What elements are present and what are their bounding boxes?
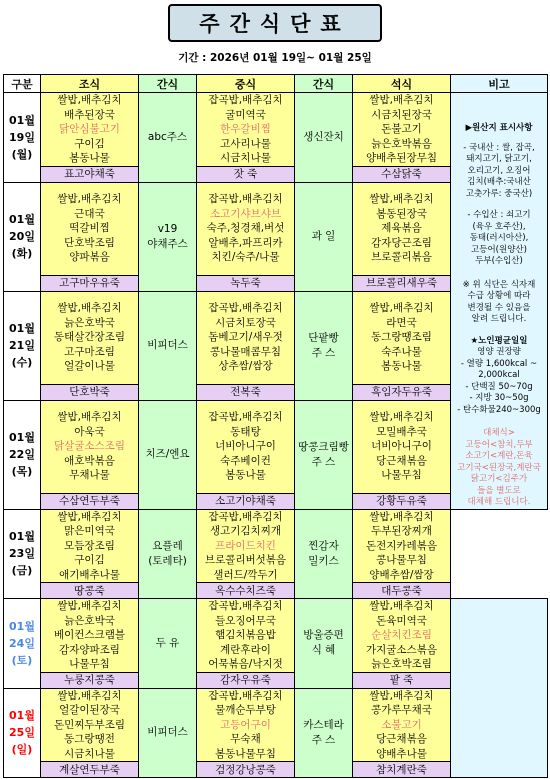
day-label	[4, 291, 41, 400]
menu-item: 동태살간장조림	[53, 331, 125, 344]
menu-item: 돈육미역국	[376, 614, 427, 627]
lunch-cell	[197, 599, 295, 673]
menu-item: 양파볶음	[69, 251, 110, 264]
menu-item: 두부된장찌개	[371, 525, 432, 537]
menu-item: 쌀밥,배추김치	[369, 510, 434, 523]
menu-item: 닭안심불고기	[59, 123, 120, 135]
menu-item: 쌀밥,배추김치	[57, 302, 122, 315]
breakfast-cell	[41, 291, 139, 384]
snack1-cell	[139, 400, 197, 509]
menu-item: 어묵볶음/낙지젓	[208, 658, 283, 670]
menu-item: 물깨순두부탕	[215, 704, 276, 716]
dinner-soup: 브로콜리새우죽	[353, 275, 451, 291]
breakfast-soup: 땅콩죽	[41, 583, 139, 599]
menu-item: 쌀밥,배추김치	[57, 94, 122, 106]
lunch-soup: 전복죽	[197, 384, 295, 400]
breakfast-cell	[41, 688, 139, 762]
menu-item: 쌀밥,배추김치	[369, 94, 434, 106]
day-label-line: (일)	[11, 743, 33, 757]
menu-item: 맑은미역국	[64, 525, 115, 537]
lunch-soup: 옥수수치즈죽	[197, 583, 295, 599]
note-cell-empty	[451, 599, 548, 778]
substitute-line: 소고기<계란,돈육	[465, 451, 533, 461]
menu-item: 양배추쌈/쌈장	[369, 568, 434, 581]
menu-item: 계란후라이	[220, 643, 271, 656]
header-row	[4, 75, 548, 93]
dinner-cell	[353, 599, 451, 673]
day-label-line: (화)	[11, 247, 33, 260]
day-label	[4, 688, 41, 778]
dinner-cell	[353, 509, 451, 583]
lunch-cell	[197, 291, 295, 384]
day-label-line: 25일	[9, 726, 35, 740]
menu-item: 봄동나물	[381, 360, 422, 373]
menu-item: 콩나물매콤무침	[209, 345, 281, 358]
header-note: 비고	[451, 75, 548, 93]
snack-item: 식 혜	[311, 644, 336, 657]
substitute-line: 들을 별도로	[477, 485, 521, 496]
breakfast-soup: 표고야채죽	[41, 166, 139, 182]
notice-line: ※ 위 식단은 식자재	[462, 279, 536, 290]
menu-item: 모밀배추국	[376, 425, 427, 438]
menu-item: 제육볶음	[381, 222, 422, 235]
import-line: 동태(러시아산),	[469, 233, 529, 243]
snack-item: 단팥빵	[308, 331, 339, 344]
menu-item: 얼갈이나물	[64, 360, 115, 373]
soup-row	[4, 583, 548, 599]
dinner-soup: 참치계란죽	[353, 762, 451, 778]
dinner-cell	[353, 400, 451, 493]
menu-item: 늙은호박국	[64, 614, 115, 627]
menu-item: 상추쌈/쌈장	[218, 360, 273, 373]
menu-item: 잡곡밥,배추김치	[208, 510, 283, 523]
menu-item: 콩나물무침	[376, 554, 427, 566]
menu-item: 고등어구이	[220, 718, 271, 731]
menu-item: 라면국	[386, 316, 417, 329]
dinner-soup: 흑임자두유죽	[353, 384, 451, 400]
breakfast-cell	[41, 93, 139, 167]
substitute-line: 고기국<된장국,계란국	[457, 462, 541, 473]
menu-item: 시금치나물	[64, 747, 115, 760]
menu-item: 당근채볶음	[376, 733, 427, 745]
menu-item: 브로콜리버섯볶음	[204, 554, 287, 566]
snack-item: 주 스	[311, 733, 336, 746]
menu-item: 봄동나물무침	[215, 747, 276, 760]
lunch-soup: 감자우유죽	[197, 672, 295, 688]
breakfast-cell	[41, 400, 139, 493]
menu-item: 아욱국	[74, 425, 105, 438]
lunch-cell	[197, 688, 295, 762]
menu-item: 쌀밥,배추김치	[369, 302, 434, 315]
menu-item: 순살치킨조림	[371, 629, 432, 641]
lunch-cell	[197, 93, 295, 167]
lunch-cell	[197, 400, 295, 493]
snack1-cell	[139, 599, 197, 689]
menu-table	[3, 74, 548, 778]
origin-title: ▶원산지 표시사항	[465, 123, 533, 133]
menu-item: 돈민찌두부조림	[53, 718, 125, 731]
header-gubun: 구분	[4, 75, 41, 93]
menu-item: 잡곡밥,배추김치	[208, 302, 283, 315]
menu-item: 잡곡밥,배추김치	[208, 94, 283, 106]
origin-line: 돼지고기, 닭고기,	[466, 154, 532, 164]
snack2-cell	[295, 509, 353, 599]
nutrition-line: - 열량 1,600kcal ~	[460, 358, 538, 369]
menu-item: 소고기샤브샤브	[209, 207, 281, 220]
snack-item: 땅콩크림빵	[298, 440, 349, 453]
menu-item: 치킨/숙주/나물	[211, 251, 280, 264]
day-label-line: 22일	[9, 448, 35, 461]
origin-line: 오리고기, 오징어	[467, 165, 531, 176]
snack-item: 치즈/엔요	[145, 448, 190, 460]
menu-item: 시금치된장국	[371, 108, 432, 121]
menu-item: 브로콜리볶음	[371, 251, 432, 264]
title-box	[168, 4, 382, 42]
snack2-cell	[295, 400, 353, 509]
snack-item: 생신잔치	[303, 130, 344, 143]
menu-item: 잡곡밥,배추김치	[208, 689, 283, 702]
day-label-line: (금)	[11, 564, 33, 578]
menu-item: 알배추,파프리카	[208, 236, 283, 249]
menu-item: 잡곡밥,배추김치	[208, 411, 283, 424]
import-line: (육우 호주산),	[472, 221, 526, 232]
menu-item: 무숙채	[230, 733, 261, 745]
dinner-soup: 대두콩죽	[353, 583, 451, 599]
notice-line: 알려 드립니다.	[471, 314, 527, 324]
menu-item: 구이김	[74, 554, 105, 566]
snack1-cell	[139, 182, 197, 291]
menu-item: 얼갈이된장국	[59, 704, 120, 716]
breakfast-soup: 단호박죽	[41, 384, 139, 400]
snack-item: 두 유	[155, 636, 180, 649]
dinner-soup: 강황두유죽	[353, 493, 451, 509]
notice-line: 변경될 수 있음을	[467, 302, 531, 313]
snack-item: 비피더스	[147, 726, 188, 739]
dinner-cell	[353, 688, 451, 762]
menu-item: 배추된장국	[64, 108, 115, 121]
menu-item: 감자당근조림	[371, 236, 432, 249]
header-snack1: 간식	[139, 75, 197, 93]
snack-item: 주 스	[311, 455, 336, 468]
breakfast-soup: 수삼연두부죽	[41, 493, 139, 509]
menu-item: 쌀밥,배추김치	[369, 600, 434, 612]
menu-item: 들오징어무국	[215, 614, 276, 627]
menu-item: 양배추된장무침	[365, 152, 437, 164]
snack-item: (토레타)	[148, 554, 187, 567]
menu-item: 고구마조림	[64, 345, 115, 358]
snack2-cell	[295, 291, 353, 400]
menu-item: 돈불고기	[381, 123, 422, 135]
day-label-line: (월)	[11, 147, 33, 161]
import-line: 두부(수입산)	[475, 256, 523, 266]
lunch-soup: 검정강낭콩죽	[197, 762, 295, 778]
page-title: 주간식단표	[199, 12, 351, 36]
import-line: 고등어(원양산)	[471, 244, 527, 255]
day-row	[4, 509, 548, 583]
menu-item: 고사리나물	[220, 137, 271, 150]
menu-item: 근대국	[74, 207, 105, 220]
dinner-soup: 팥 죽	[353, 672, 451, 688]
day-label-line: 01월	[9, 322, 35, 335]
period-text: 기간 : 2026년 01월 19일~ 01월 25일	[178, 52, 372, 64]
breakfast-cell	[41, 599, 139, 673]
breakfast-soup: 누룽지콩죽	[41, 672, 139, 688]
substitute-line: 닭고기<김주가	[470, 474, 528, 484]
day-label-line: 01월	[9, 213, 35, 226]
menu-item: 감자양파조림	[59, 643, 120, 656]
day-row	[4, 93, 548, 167]
breakfast-cell	[41, 182, 139, 275]
origin-line: 고춧가루: 중국산)	[465, 188, 533, 199]
nutrition-line: - 단백질 50~70g	[465, 381, 533, 392]
snack1-cell	[139, 688, 197, 778]
snack-item: 방울증편	[303, 629, 344, 642]
day-label	[4, 182, 41, 291]
breakfast-soup: 계살연두부죽	[41, 762, 139, 778]
menu-item: 봄동나물	[225, 469, 266, 482]
dinner-cell	[353, 291, 451, 384]
snack-item: v19	[157, 222, 178, 235]
snack-item: 찐감자	[308, 539, 339, 552]
nutrition-line: - 탄수화물240~300g	[457, 404, 541, 415]
note-cell	[451, 93, 548, 510]
breakfast-soup: 고구마우유죽	[41, 275, 139, 291]
menu-item: 가지굴소스볶음	[365, 643, 437, 656]
nutrition-line: - 지방 30~50g	[469, 393, 529, 403]
menu-item: 시금치토장국	[215, 316, 276, 329]
day-label	[4, 400, 41, 509]
lunch-soup: 녹두죽	[197, 275, 295, 291]
menu-item: 나물무침	[381, 469, 422, 482]
menu-item: 소불고기	[381, 718, 422, 731]
nutrition-line: 2,000kcal	[478, 370, 520, 380]
snack2-cell	[295, 182, 353, 291]
snack-item: 야채주스	[147, 237, 188, 250]
menu-item: 너비아니구이	[215, 440, 276, 453]
snack1-cell	[139, 93, 197, 183]
lunch-soup: 소고기야채죽	[197, 493, 295, 509]
snack-item: 밀키스	[308, 554, 339, 567]
menu-item: 쌀밥,배추김치	[57, 689, 122, 702]
dinner-cell	[353, 182, 451, 275]
menu-item: 동그랑땡조림	[371, 331, 432, 344]
menu-item: 쌀밥,배추김치	[57, 193, 122, 206]
menu-item: 애호박볶음	[64, 454, 115, 467]
day-label	[4, 599, 41, 689]
menu-item: 생고기김치찌개	[209, 525, 281, 537]
menu-item: 떡갈비찜	[69, 222, 110, 235]
menu-item: 너비아니구이	[371, 440, 432, 453]
menu-item: 햄김치볶음밥	[215, 629, 276, 641]
nutrition-line: 영양 권장량	[477, 347, 521, 357]
menu-item: 잡곡밥,배추김치	[208, 600, 283, 612]
day-label-line: 01월	[9, 431, 35, 444]
header-lunch: 중식	[197, 75, 295, 93]
day-label-line: 01월	[9, 530, 35, 544]
menu-item: 샐러드/깍두기	[213, 568, 278, 581]
menu-item: 동그랑땡전	[64, 733, 115, 745]
day-label-line: 01월	[9, 709, 35, 723]
day-label-line: (토)	[11, 653, 33, 667]
menu-item: 돈전지카레볶음	[365, 539, 437, 552]
menu-item: 늙은호박국	[64, 316, 115, 329]
snack-item: abc주스	[147, 130, 188, 143]
lunch-cell	[197, 182, 295, 275]
header-breakfast: 조식	[41, 75, 139, 93]
snack2-cell	[295, 599, 353, 689]
menu-item: 숙주베이컨	[220, 454, 271, 467]
menu-item: 봄동된장국	[376, 207, 427, 220]
notice-line: 수급 상황에 따라	[467, 291, 531, 301]
menu-item: 쌀밥,배추김치	[57, 600, 122, 612]
nutrition-title: ★노인평균일일	[470, 335, 528, 346]
day-label-line: (목)	[11, 465, 33, 478]
header-snack2: 간식	[295, 75, 353, 93]
menu-item: 쌀밥,배추김치	[369, 689, 434, 702]
import-line: - 수입산 : 쇠고기	[467, 210, 531, 220]
menu-item: 동태탕	[230, 425, 261, 438]
origin-line: - 국내산 : 쌀, 잡곡,	[463, 142, 535, 153]
snack-item: 비피더스	[147, 339, 188, 351]
menu-item: 당근채볶음	[376, 454, 427, 467]
lunch-cell	[197, 509, 295, 583]
day-label-line: 24일	[9, 636, 35, 650]
snack-item: 과 일	[311, 230, 336, 242]
breakfast-cell	[41, 509, 139, 583]
menu-item: 닭살굴소스조림	[53, 440, 125, 453]
menu-item: 모듬장조림	[64, 539, 115, 552]
snack-item: 주 스	[311, 346, 336, 359]
substitute-line: 고등어<참치,두부	[465, 439, 533, 450]
day-label-line: 21일	[9, 339, 35, 352]
snack-item: 카스테라	[303, 718, 344, 731]
header-dinner: 석식	[353, 75, 451, 93]
menu-item: 구이김	[74, 137, 105, 150]
menu-item: 한우갈비찜	[220, 123, 271, 135]
menu-item: 잡곡밥,배추김치	[208, 193, 283, 206]
day-label-line: 20일	[9, 230, 35, 243]
menu-item: 시금치나물	[220, 152, 271, 164]
menu-item: 애기배추나물	[59, 568, 120, 581]
substitute-line: 대체식>	[483, 428, 515, 438]
snack1-cell	[139, 509, 197, 599]
snack2-cell	[295, 93, 353, 183]
menu-item: 굴미역국	[225, 108, 266, 121]
dinner-cell	[353, 93, 451, 167]
day-label-line: 01월	[9, 619, 35, 633]
menu-item: 나물무침	[69, 658, 110, 670]
menu-item: 숙주,청경채,버섯	[206, 222, 285, 235]
origin-line: 김치(배추:국내산	[467, 177, 531, 187]
menu-item: 쌀밥,배추김치	[369, 411, 434, 424]
substitute-line: 대체해 드립니다.	[467, 497, 531, 507]
menu-item: 늙은호박조림	[371, 658, 432, 670]
snack2-cell	[295, 688, 353, 778]
lunch-soup: 잣 죽	[197, 166, 295, 182]
menu-item: 프라이드치킨	[215, 539, 276, 552]
menu-item: 돔베고기/새우젓	[208, 331, 283, 344]
menu-item: 쌀밥,배추김치	[57, 510, 122, 523]
menu-item: 베이컨스크램블	[53, 629, 125, 641]
snack-item: 요플레	[152, 539, 183, 552]
menu-item: 무채나물	[69, 469, 110, 482]
menu-item: 콩가루무채국	[371, 704, 432, 716]
menu-item: 늙은호박볶음	[371, 137, 432, 150]
day-row	[4, 599, 548, 673]
snack1-cell	[139, 291, 197, 400]
menu-item: 단호박조림	[64, 236, 115, 249]
day-label-line: 19일	[9, 130, 35, 144]
menu-item: 봄동나물	[69, 152, 110, 164]
day-label	[4, 93, 41, 183]
dinner-soup: 수삼닭죽	[353, 166, 451, 182]
menu-item: 숙주나물	[381, 345, 422, 358]
menu-item: 양배추나물	[376, 747, 427, 760]
day-label-line: 01월	[9, 113, 35, 127]
day-label-line: (수)	[11, 356, 33, 369]
menu-item: 쌀밥,배추김치	[57, 411, 122, 424]
day-label-line: 23일	[9, 547, 35, 561]
menu-item: 쌀밥,배추김치	[369, 193, 434, 206]
day-label	[4, 509, 41, 599]
